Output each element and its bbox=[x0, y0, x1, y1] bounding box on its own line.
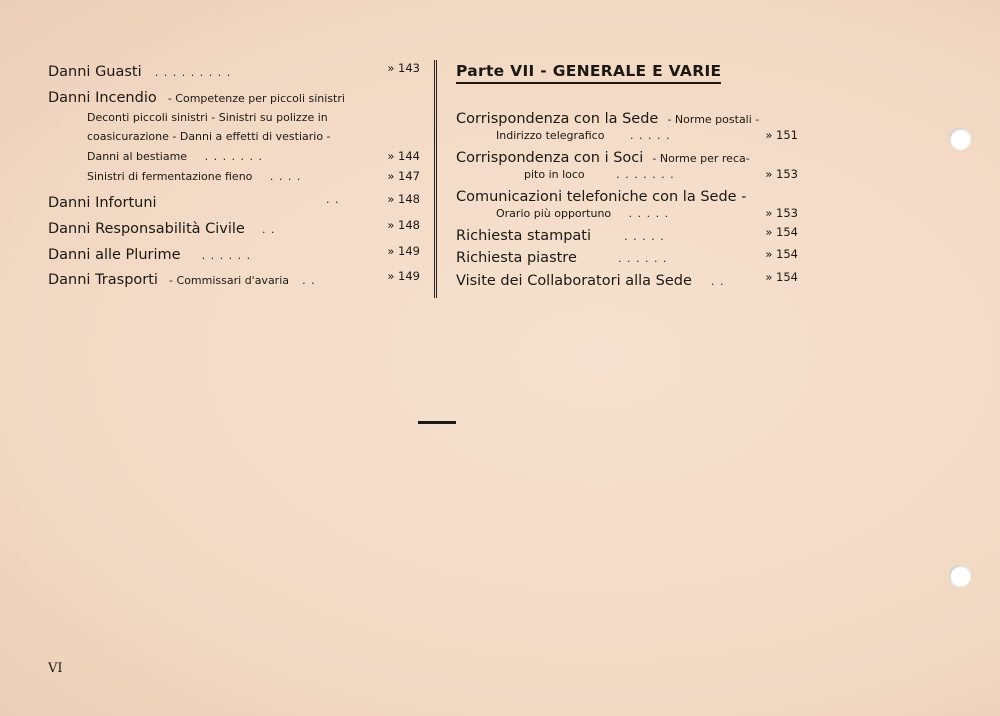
column-divider bbox=[434, 60, 437, 298]
section-heading: Parte VII - GENERALE E VARIE bbox=[456, 62, 721, 84]
punch-hole bbox=[949, 128, 971, 150]
toc-entry: Deconti piccoli sinistri - Sinistri su polizze in bbox=[87, 111, 328, 124]
toc-entry: Corrispondenza con la Sede - Norme postali - bbox=[456, 111, 760, 127]
page-folio: VI bbox=[48, 661, 63, 676]
toc-entry: Danni Incendio - Competenze per piccoli sinistri bbox=[48, 90, 345, 106]
toc-entry: Corrispondenza con i Soci - Norme per reca- bbox=[456, 150, 750, 166]
toc-entry: Danni Guasti . . . . . . . . . » 143 bbox=[48, 61, 420, 80]
toc-entry: coasicurazione - Danni a effetti di vestiario - bbox=[87, 130, 331, 143]
toc-entry: Richiesta piastre . . . . . . » 154 bbox=[456, 247, 798, 266]
punch-hole bbox=[949, 565, 971, 587]
toc-entry: Danni Trasporti - Commissari d'avaria . . » 149 bbox=[48, 269, 420, 288]
toc-entry: Danni alle Plurime . . . . . . » 149 bbox=[48, 244, 420, 263]
center-dash bbox=[418, 421, 456, 424]
toc-entry: Danni al bestiame . . . . . . . » 144 bbox=[87, 149, 420, 163]
toc-entry: Sinistri di fermentazione fieno . . . . » 147 bbox=[87, 169, 420, 183]
toc-entry: Orario più opportuno . . . . . » 153 bbox=[496, 206, 798, 220]
toc-entry: Visite dei Collaboratori alla Sede . . » 154 bbox=[456, 270, 798, 289]
toc-entry: Danni Infortuni . . » 148 bbox=[48, 192, 420, 211]
toc-entry: Richiesta stampati . . . . . » 154 bbox=[456, 225, 798, 244]
toc-entry: Comunicazioni telefoniche con la Sede - bbox=[456, 189, 747, 205]
toc-entry: Indirizzo telegrafico . . . . . » 151 bbox=[496, 128, 798, 142]
toc-entry: pito in loco . . . . . . . » 153 bbox=[524, 167, 798, 181]
toc-entry: Danni Responsabilità Civile . . » 148 bbox=[48, 218, 420, 237]
